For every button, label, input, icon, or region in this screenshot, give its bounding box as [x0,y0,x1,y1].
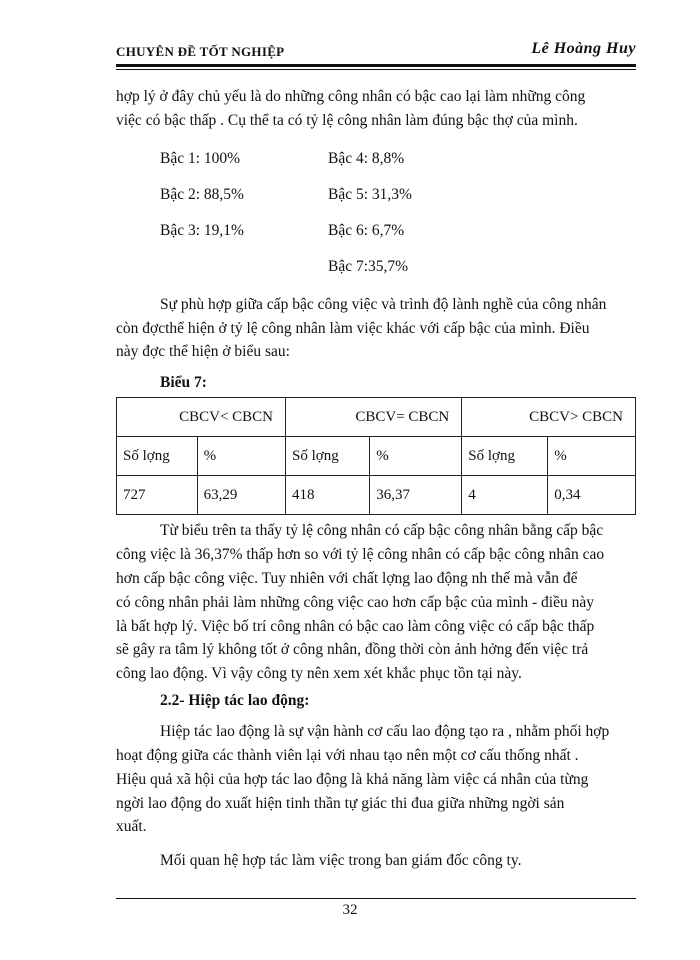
table-subheader-cell: % [197,437,285,476]
table-cell: 727 [117,476,198,515]
paragraph-line: hợp lý ở đây chủ yếu là do những công nhân có bậc cao lại làm những công [116,88,586,105]
grade-item: Bậc 7:35,7% [328,258,409,275]
table-cell: 36,37 [370,476,462,515]
table-subheader-cell: Số lợng [117,437,198,476]
table-cell: 0,34 [548,476,636,515]
table-row [117,476,636,515]
table-header-cell: CBCV< CBCN [117,398,286,437]
paragraph-line: có công nhân phải làm những công việc cao hơn cấp bậc của mình - điều này [116,594,594,611]
paragraph-line: sẽ gây ra tâm lý không tốt ở công nhân, đồng thời còn ảnh hởng đến việc trả [116,641,589,658]
paragraph-line: công lao động. Vì vậy công ty nên xem xét khắc phục tồn tại này. [116,665,522,682]
header-rule [116,64,636,67]
table-subheader-cell: % [370,437,462,476]
header-title: CHUYÊN ĐỀ TỐT NGHIỆP [116,44,285,59]
table-header-cell: CBCV> CBCN [462,398,636,437]
section-heading: 2.2- Hiệp tác lao động: [160,692,310,709]
grade-item: Bậc 2: 88,5% [160,186,244,203]
grade-item: Bậc 1: 100% [160,150,241,167]
paragraph-line: Mối quan hệ hợp tác làm việc trong ban giám đốc công ty. [160,852,522,869]
paragraph-line: xuất. [116,818,147,835]
paragraph-line: việc có bậc thấp . Cụ thể ta có tỷ lệ công nhân làm đúng bậc thợ của mình. [116,112,578,129]
table-cell: 63,29 [197,476,285,515]
page-number: 32 [342,902,358,918]
grade-comparison-table [116,397,636,515]
paragraph-line: hơn cấp bậc công việc. Tuy nhiên với chất lợng lao động nh thế mà vẫn để [116,570,578,587]
paragraph-line: hoạt động giữa các thành viên lại với nhau tạo nên một cơ cấu thống nhất . [116,747,579,764]
grade-item: Bậc 5: 31,3% [328,186,412,203]
paragraph-line: còn đợcthể hiện ở tỷ lệ công nhân làm việc khác với cấp bậc của mình. Điều [116,320,590,337]
table-subheader-cell: % [548,437,636,476]
paragraph-line: ngời lao động do xuất hiện tinh thần tự giác thi đua giữa những ngời sản [116,795,565,812]
grade-item: Bậc 3: 19,1% [160,222,244,239]
table-caption: Biểu 7: [160,374,207,391]
footer-rule [116,898,636,899]
grade-item: Bậc 4: 8,8% [328,150,405,167]
table-header-row [117,398,636,437]
table-subheader-row [117,437,636,476]
paragraph-line: Từ biểu trên ta thấy tỷ lệ công nhân có cấp bậc công nhân bằng cấp bậc [160,522,604,539]
paragraph-line: Hiệu quả xã hội của hợp tác lao động là khả năng làm việc cá nhân của từng [116,771,589,788]
table-header-cell: CBCV= CBCN [286,398,462,437]
table-subheader-cell: Số lợng [286,437,370,476]
paragraph-line: là bất hợp lý. Việc bố trí công nhân có bậc cao làm công việc có cấp bậc thấp [116,618,595,635]
paragraph-line: Hiệp tác lao động là sự vận hành cơ cấu lao động tạo ra , nhằm phối hợp [160,723,610,740]
paragraph-line: Sự phù hợp giữa cấp bậc công việc và trình độ lành nghề của công nhân [160,296,607,313]
header-rule-thin [116,69,636,70]
table-cell: 418 [286,476,370,515]
header-author: Lê Hoàng Huy [531,40,636,57]
table-subheader-cell: Số lợng [462,437,548,476]
table-cell: 4 [462,476,548,515]
grade-item: Bậc 6: 6,7% [328,222,405,239]
paragraph-line: này đợc thể hiện ở biểu sau: [116,343,290,360]
paragraph-line: công việc là 36,37% thấp hơn so với tỷ lệ công nhân có cấp bậc công nhân cao [116,546,605,563]
